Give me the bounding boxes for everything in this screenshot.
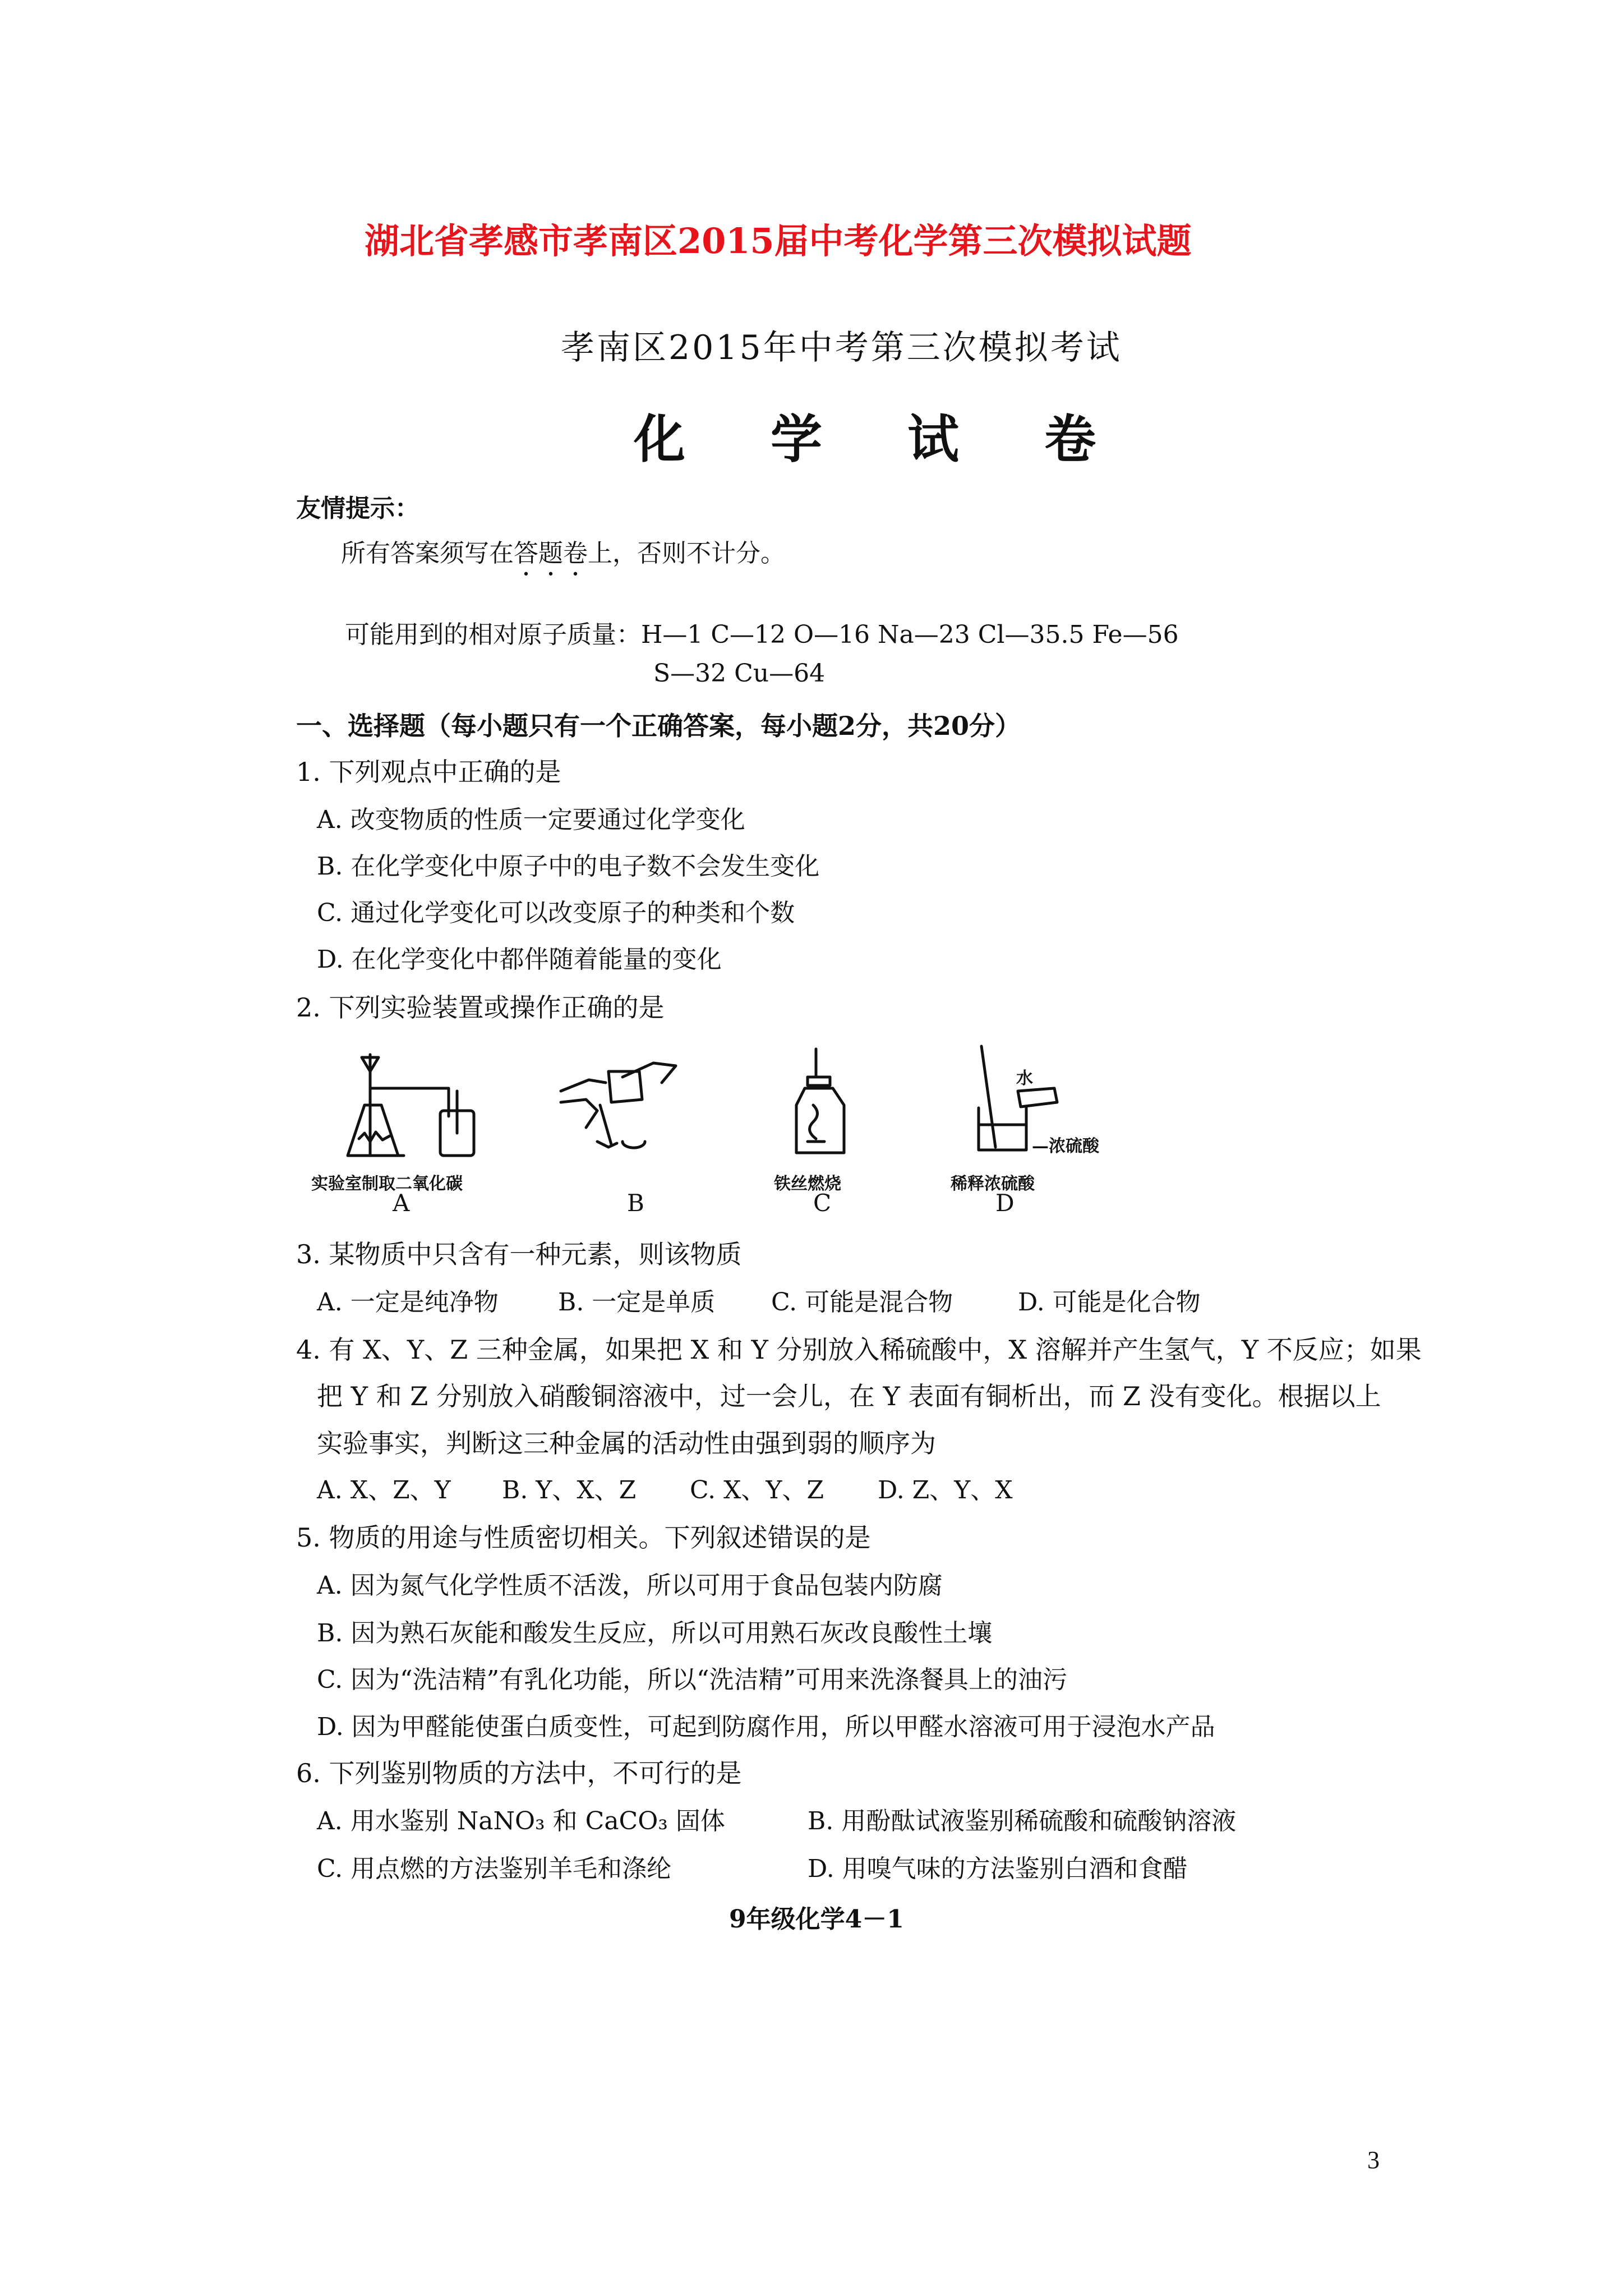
figure-c-caption: 铁丝燃烧 (774, 1174, 841, 1194)
question-1-option-b: B. 在化学变化中原子中的电子数不会发生变化 (317, 852, 820, 881)
figure-d-acid-label: —浓硫酸 (1032, 1137, 1099, 1156)
exam-subtitle: 孝南区2015年中考第三次模拟考试 (561, 328, 1122, 367)
question-3-option-a: A. 一定是纯净物 (317, 1288, 499, 1317)
tips-label: 友情提示： (296, 494, 419, 523)
tips-text-dotted: 答题卷 (514, 539, 588, 568)
figure-c-letter: C (813, 1189, 832, 1217)
figure-b-pouring (555, 1049, 684, 1161)
question-4-option-b: B. Y、X、Z (502, 1476, 637, 1504)
figure-a-caption: 实验室制取二氧化碳 (311, 1174, 463, 1194)
footer-page-label: 9年级化学4－1 (729, 1905, 904, 1934)
question-4-stem-line2: 把 Y 和 Z 分别放入硝酸铜溶液中，过一会儿，在 Y 表面有铜析出，而 Z 没有变化。根据以上 (317, 1381, 1381, 1411)
atomic-masses-line1: 可能用到的相对原子质量：H—1 C—12 O—16 Na—23 Cl—35.5 Fe—56 (345, 620, 1179, 649)
question-1-option-d: D. 在化学变化中都伴随着能量的变化 (317, 945, 722, 974)
document-red-title: 湖北省孝感市孝南区2015届中考化学第三次模拟试题 (365, 220, 1192, 261)
exam-main-title: 化 学 试 卷 (634, 409, 1130, 470)
question-6-option-a: A. 用水鉴别 NaNO₃ 和 CaCO₃ 固体 (317, 1807, 725, 1835)
question-1-option-a: A. 改变物质的性质一定要通过化学变化 (317, 806, 745, 834)
question-4-option-d: D. Z、Y、X (878, 1476, 1013, 1504)
tips-text (341, 533, 785, 582)
question-3-option-d: D. 可能是化合物 (1018, 1288, 1201, 1317)
figure-d-water-label: 水 (1016, 1069, 1033, 1088)
question-5-option-d: D. 因为甲醛能使蛋白质变性，可起到防腐作用，所以甲醛水溶液可用于浸泡水产品 (317, 1713, 1215, 1741)
question-3-stem: 3. 某物质中只含有一种元素，则该物质 (296, 1239, 742, 1269)
page-number: 3 (1367, 2146, 1380, 2174)
question-4-option-c: C. X、Y、Z (690, 1476, 824, 1504)
section1-heading: 一、选择题（每小题只有一个正确答案，每小题2分，共20分） (296, 711, 1021, 741)
figure-d-letter: D (995, 1189, 1015, 1217)
question-4-option-a: A. X、Z、Y (317, 1476, 451, 1504)
question-1-stem: 1. 下列观点中正确的是 (296, 757, 561, 787)
figure-c-iron-combustion (788, 1043, 855, 1161)
figure-d-acid-label-text: 浓硫酸 (1049, 1137, 1099, 1156)
question-6-option-d: D. 用嗅气味的方法鉴别白酒和食醋 (808, 1855, 1188, 1883)
question-5-option-c: C. 因为“洗洁精”有乳化功能，所以“洗洁精”可用来洗涤餐具上的油污 (317, 1665, 1068, 1694)
question-6-option-b: B. 用酚酞试液鉴别稀硫酸和硫酸钠溶液 (808, 1807, 1237, 1835)
atomic-masses-line2: S—32 Cu—64 (653, 659, 826, 688)
question-1-option-c: C. 通过化学变化可以改变原子的种类和个数 (317, 899, 795, 927)
figure-a-co2-apparatus (336, 1043, 505, 1167)
figure-b-letter: B (627, 1189, 644, 1217)
figure-d-caption: 稀释浓硫酸 (951, 1174, 1035, 1194)
question-3-option-b: B. 一定是单质 (558, 1288, 716, 1317)
question-5-option-b: B. 因为熟石灰能和酸发生反应，所以可用熟石灰改良酸性土壤 (317, 1619, 993, 1648)
question-4-stem-line1: 4. 有 X、Y、Z 三种金属，如果把 X 和 Y 分别放入稀硫酸中，X 溶解并产生氢气，Y 不反应；如果 (296, 1335, 1422, 1365)
question-5-stem: 5. 物质的用途与性质密切相关。下列叙述错误的是 (296, 1522, 871, 1553)
question-3-option-c: C. 可能是混合物 (771, 1288, 953, 1317)
question-4-stem-line3: 实验事实，判断这三种金属的活动性由强到弱的顺序为 (317, 1428, 936, 1458)
tips-text-before: 所有答案须写在 (341, 539, 514, 568)
tips-text-after: 上，否则不计分。 (588, 539, 785, 568)
question-5-option-a: A. 因为氮气化学性质不活泼，所以可用于食品包装内防腐 (317, 1571, 943, 1600)
figure-a-letter: A (393, 1189, 410, 1217)
question-2-stem: 2. 下列实验装置或操作正确的是 (296, 992, 665, 1023)
question-6-option-c: C. 用点燃的方法鉴别羊毛和涤纶 (317, 1855, 672, 1883)
question-6-stem: 6. 下列鉴别物质的方法中，不可行的是 (296, 1758, 742, 1788)
